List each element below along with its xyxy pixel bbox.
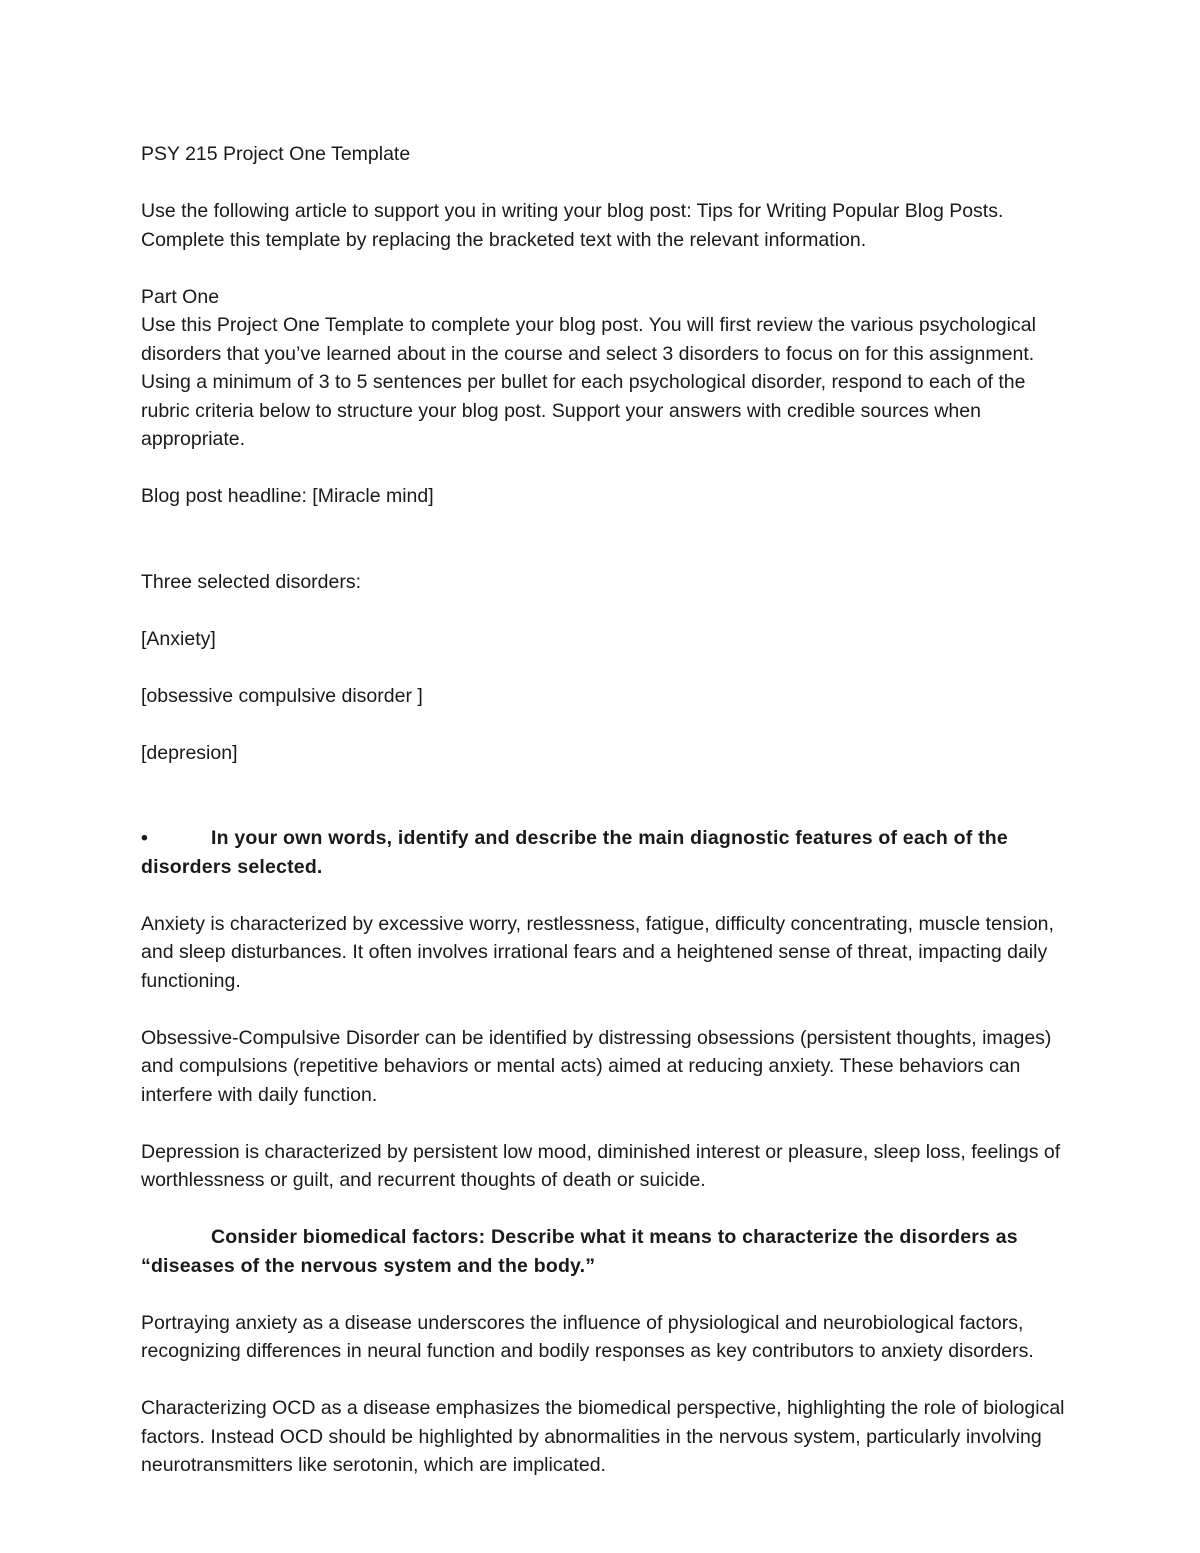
part-body: Use this Project One Template to complete your blog post. You will first review the various psychological disorders that you’ve learned about in the course and select 3 disorders to focus on for this assignment. Using a minimum of 3 to 5 sentences per bullet for each psychological disorder, respond to each of the rubric criteria below to structure your blog post. Support your answers with credible sources when appropriate.	[141, 314, 1036, 450]
bullet-icon: •	[141, 827, 149, 849]
part-heading: Part One	[141, 285, 220, 308]
intro-paragraph: Use the following article to support you in writing your blog post: Tips for Writing Popular Blog Posts. Complete this template by replacing the bracketed text with the relevant information.	[141, 200, 1004, 251]
section1-prompt-text: In your own words, identify and describe the main diagnostic features of each of the disorders selected.	[141, 827, 1008, 878]
document-page	[141, 140, 1071, 1508]
blog-headline: Blog post headline: [Miracle mind]	[141, 485, 434, 507]
document-title: PSY 215 Project One Template	[141, 143, 411, 165]
section2-prompt	[141, 1223, 1071, 1280]
answer-anxiety-features: Anxiety is characterized by excessive worry, restlessness, fatigue, difficulty concentrating, muscle tension, and sleep disturbances. It often involves irrational fears and a heightened sense of threat, impacting daily functioning.	[141, 912, 1054, 992]
disorder-item: [obsessive compulsive disorder ]	[141, 684, 423, 707]
answer-depression-features: Depression is characterized by persistent low mood, diminished interest or pleasure, sleep loss, feelings of worthlessness or guilt, and recurrent thoughts of death or suicide.	[141, 1140, 1061, 1191]
disorders-label: Three selected disorders:	[141, 570, 362, 593]
answer-anxiety-biomedical: Portraying anxiety as a disease underscores the influence of physiological and neurobiological factors, recognizing differences in neural function and bodily responses as key contributors to anxiety disorders.	[141, 1311, 1034, 1362]
selected-disorders	[141, 539, 1071, 796]
section1-prompt	[141, 824, 1071, 881]
answer-ocd-biomedical: Characterizing OCD as a disease emphasizes the biomedical perspective, highlighting the role of biological factors. Instead OCD should be highlighted by abnormalities in the nervous system, particularly involving neurotransmitters like serotonin, which are implicated.	[141, 1397, 1065, 1476]
answer-ocd-features: Obsessive-Compulsive Disorder can be identified by distressing obsessions (persistent thoughts, images) and compulsions (repetitive behaviors or mental acts) aimed at reducing anxiety. These behaviors can interfere with daily function.	[141, 1026, 1052, 1106]
section2-prompt-text: Consider biomedical factors: Describe what it means to characterize the disorders as “diseases of the nervous system and the body.”	[141, 1226, 1018, 1277]
disorder-item: [depresion]	[141, 741, 238, 764]
disorder-item: [Anxiety]	[141, 627, 216, 650]
